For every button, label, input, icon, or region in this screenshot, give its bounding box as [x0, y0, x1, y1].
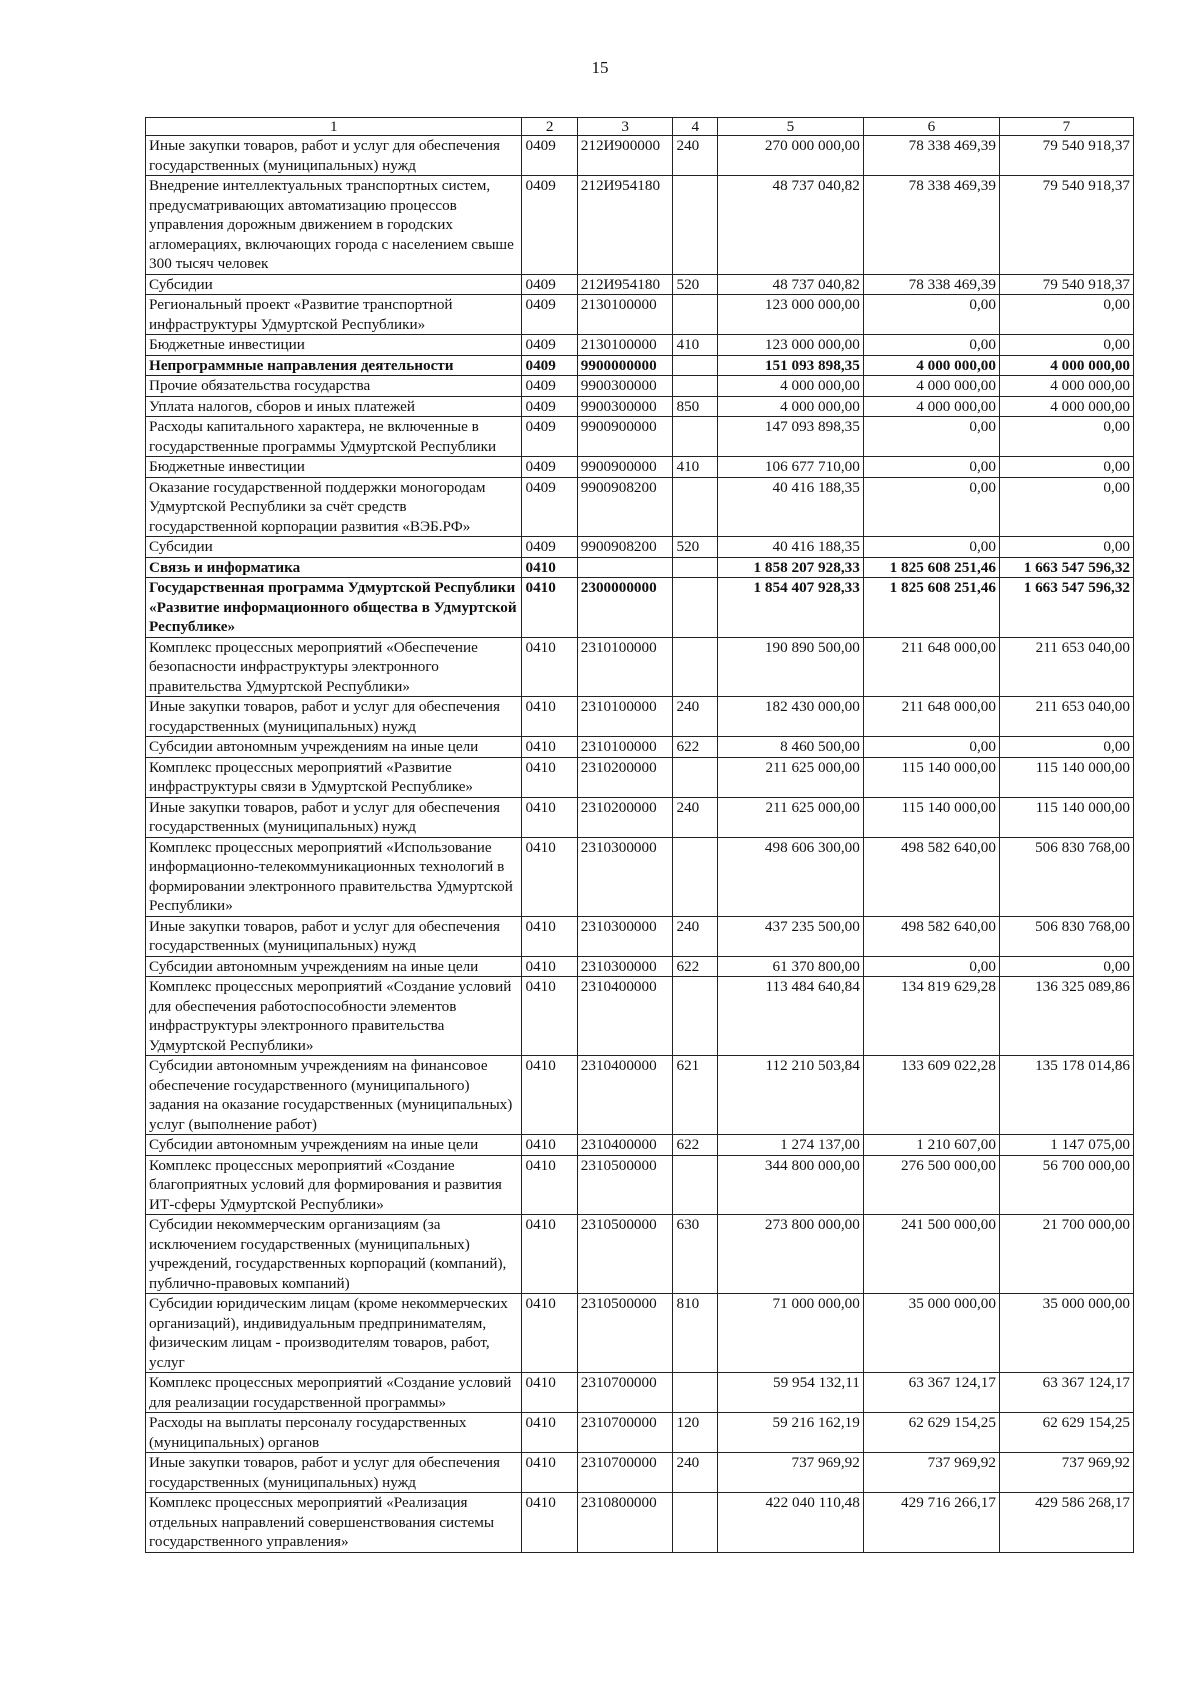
amount-col-5: 1 858 207 928,33 — [718, 557, 864, 578]
expense-type-code — [673, 578, 718, 638]
amount-col-6: 0,00 — [863, 295, 999, 335]
target-article-code: 2310500000 — [577, 1294, 673, 1373]
table-row — [146, 1294, 1134, 1373]
target-article-code: 9900000000 — [577, 355, 673, 376]
amount-col-5: 40 416 188,35 — [718, 537, 864, 558]
target-article-code: 2310800000 — [577, 1493, 673, 1553]
table-row — [146, 295, 1134, 335]
expense-type-code — [673, 1493, 718, 1553]
section-code: 0409 — [522, 457, 577, 478]
section-code: 0409 — [522, 176, 577, 275]
expense-type-code — [673, 376, 718, 397]
amount-col-7: 115 140 000,00 — [999, 757, 1133, 797]
table-body — [146, 136, 1134, 1553]
table-row — [146, 396, 1134, 417]
expense-name: Внедрение интеллектуальных транспортных систем, предусматривающих автоматизацию процессов управления дорожным движением в городских агломерациях, включающих города с населением свыше 300 тысяч человек — [146, 176, 522, 275]
section-code: 0410 — [522, 916, 577, 956]
amount-col-7: 1 663 547 596,32 — [999, 557, 1133, 578]
expense-name: Комплекс процессных мероприятий «Реализация отдельных направлений совершенствования системы государственного управления» — [146, 1493, 522, 1553]
amount-col-6: 429 716 266,17 — [863, 1493, 999, 1553]
page-number: 15 — [591, 58, 609, 77]
expense-type-code — [673, 837, 718, 916]
amount-col-6: 211 648 000,00 — [863, 697, 999, 737]
header-col-2: 2 — [522, 118, 577, 136]
expense-type-code — [673, 557, 718, 578]
table-row — [146, 797, 1134, 837]
table-row — [146, 757, 1134, 797]
amount-col-6: 241 500 000,00 — [863, 1215, 999, 1294]
table-header — [146, 118, 1134, 136]
table-row — [146, 335, 1134, 356]
amount-col-6: 4 000 000,00 — [863, 376, 999, 397]
section-code: 0410 — [522, 637, 577, 697]
amount-col-7: 0,00 — [999, 537, 1133, 558]
amount-col-7: 4 000 000,00 — [999, 355, 1133, 376]
amount-col-7: 63 367 124,17 — [999, 1373, 1133, 1413]
section-code: 0410 — [522, 1056, 577, 1135]
target-article-code: 9900908200 — [577, 537, 673, 558]
amount-col-5: 4 000 000,00 — [718, 396, 864, 417]
expense-type-code: 240 — [673, 916, 718, 956]
amount-col-7: 79 540 918,37 — [999, 274, 1133, 295]
target-article-code: 2310100000 — [577, 637, 673, 697]
expense-name: Субсидии — [146, 274, 522, 295]
amount-col-7: 1 147 075,00 — [999, 1135, 1133, 1156]
amount-col-6: 4 000 000,00 — [863, 396, 999, 417]
target-article-code: 2310300000 — [577, 956, 673, 977]
header-col-4: 4 — [673, 118, 718, 136]
amount-col-6: 0,00 — [863, 737, 999, 758]
amount-col-5: 190 890 500,00 — [718, 637, 864, 697]
section-code: 0410 — [522, 1294, 577, 1373]
table-row — [146, 355, 1134, 376]
amount-col-7: 62 629 154,25 — [999, 1413, 1133, 1453]
expense-type-code — [673, 477, 718, 537]
amount-col-6: 62 629 154,25 — [863, 1413, 999, 1453]
table-row — [146, 977, 1134, 1056]
amount-col-5: 123 000 000,00 — [718, 335, 864, 356]
expense-name: Субсидии автономным учреждениям на иные цели — [146, 737, 522, 758]
amount-col-7: 506 830 768,00 — [999, 916, 1133, 956]
expense-name: Государственная программа Удмуртской Республики «Развитие информационного общества в Удмуртской Республике» — [146, 578, 522, 638]
target-article-code: 212И954180 — [577, 176, 673, 275]
amount-col-6: 211 648 000,00 — [863, 637, 999, 697]
amount-col-5: 437 235 500,00 — [718, 916, 864, 956]
target-article-code: 212И954180 — [577, 274, 673, 295]
expense-type-code: 622 — [673, 737, 718, 758]
target-article-code — [577, 557, 673, 578]
expense-name: Связь и информатика — [146, 557, 522, 578]
target-article-code: 2310500000 — [577, 1215, 673, 1294]
target-article-code: 2310400000 — [577, 1056, 673, 1135]
amount-col-7: 79 540 918,37 — [999, 136, 1133, 176]
target-article-code: 2310700000 — [577, 1413, 673, 1453]
amount-col-6: 134 819 629,28 — [863, 977, 999, 1056]
amount-col-7: 429 586 268,17 — [999, 1493, 1133, 1553]
target-article-code: 2310400000 — [577, 977, 673, 1056]
amount-col-5: 1 854 407 928,33 — [718, 578, 864, 638]
expense-name: Иные закупки товаров, работ и услуг для обеспечения государственных (муниципальных) нужд — [146, 916, 522, 956]
target-article-code: 2310300000 — [577, 916, 673, 956]
amount-col-5: 151 093 898,35 — [718, 355, 864, 376]
target-article-code: 9900900000 — [577, 417, 673, 457]
table-row — [146, 637, 1134, 697]
section-code: 0410 — [522, 956, 577, 977]
expense-name: Бюджетные инвестиции — [146, 457, 522, 478]
amount-col-5: 106 677 710,00 — [718, 457, 864, 478]
expense-type-code: 520 — [673, 274, 718, 295]
amount-col-7: 115 140 000,00 — [999, 797, 1133, 837]
amount-col-6: 78 338 469,39 — [863, 274, 999, 295]
amount-col-5: 113 484 640,84 — [718, 977, 864, 1056]
amount-col-5: 112 210 503,84 — [718, 1056, 864, 1135]
expense-type-code: 810 — [673, 1294, 718, 1373]
expense-name: Комплекс процессных мероприятий «Использование информационно-телекоммуникационных технологий в формировании электронного правительства Удмуртской Республики» — [146, 837, 522, 916]
section-code: 0410 — [522, 1373, 577, 1413]
amount-col-6: 737 969,92 — [863, 1453, 999, 1493]
header-col-7: 7 — [999, 118, 1133, 136]
amount-col-5: 4 000 000,00 — [718, 376, 864, 397]
target-article-code: 2130100000 — [577, 295, 673, 335]
table-row — [146, 916, 1134, 956]
table-row — [146, 1135, 1134, 1156]
table-row — [146, 417, 1134, 457]
table-row — [146, 477, 1134, 537]
expense-type-code: 240 — [673, 136, 718, 176]
table-row — [146, 557, 1134, 578]
amount-col-7: 0,00 — [999, 737, 1133, 758]
amount-col-5: 270 000 000,00 — [718, 136, 864, 176]
section-code: 0410 — [522, 797, 577, 837]
header-col-6: 6 — [863, 118, 999, 136]
section-code: 0409 — [522, 537, 577, 558]
expense-type-code — [673, 977, 718, 1056]
amount-col-7: 0,00 — [999, 956, 1133, 977]
amount-col-7: 136 325 089,86 — [999, 977, 1133, 1056]
expense-type-code: 621 — [673, 1056, 718, 1135]
amount-col-7: 0,00 — [999, 335, 1133, 356]
table-row — [146, 737, 1134, 758]
expense-type-code: 240 — [673, 1453, 718, 1493]
section-code: 0410 — [522, 1413, 577, 1453]
section-code: 0409 — [522, 417, 577, 457]
expense-type-code — [673, 757, 718, 797]
amount-col-5: 737 969,92 — [718, 1453, 864, 1493]
expense-type-code — [673, 176, 718, 275]
table-row — [146, 1056, 1134, 1135]
expense-type-code — [673, 417, 718, 457]
amount-col-5: 422 040 110,48 — [718, 1493, 864, 1553]
amount-col-6: 498 582 640,00 — [863, 837, 999, 916]
expense-name: Иные закупки товаров, работ и услуг для обеспечения государственных (муниципальных) нужд — [146, 1453, 522, 1493]
section-code: 0410 — [522, 977, 577, 1056]
table-row — [146, 1453, 1134, 1493]
section-code: 0409 — [522, 477, 577, 537]
expense-name: Оказание государственной поддержки моногородам Удмуртской Республики за счёт средств государственной корпорации развития «ВЭБ.РФ» — [146, 477, 522, 537]
table-row — [146, 537, 1134, 558]
expense-name: Уплата налогов, сборов и иных платежей — [146, 396, 522, 417]
header-col-3: 3 — [577, 118, 673, 136]
expense-name: Расходы на выплаты персоналу государственных (муниципальных) органов — [146, 1413, 522, 1453]
section-code: 0410 — [522, 578, 577, 638]
table-row — [146, 1373, 1134, 1413]
amount-col-7: 21 700 000,00 — [999, 1215, 1133, 1294]
expense-name: Комплекс процессных мероприятий «Развитие инфраструктуры связи в Удмуртской Республике» — [146, 757, 522, 797]
amount-col-5: 40 416 188,35 — [718, 477, 864, 537]
amount-col-5: 147 093 898,35 — [718, 417, 864, 457]
amount-col-5: 48 737 040,82 — [718, 176, 864, 275]
amount-col-5: 182 430 000,00 — [718, 697, 864, 737]
table-row — [146, 1413, 1134, 1453]
amount-col-5: 1 274 137,00 — [718, 1135, 864, 1156]
budget-table — [145, 117, 1134, 1553]
amount-col-5: 123 000 000,00 — [718, 295, 864, 335]
amount-col-7: 4 000 000,00 — [999, 376, 1133, 397]
amount-col-7: 4 000 000,00 — [999, 396, 1133, 417]
expense-name: Иные закупки товаров, работ и услуг для обеспечения государственных (муниципальных) нужд — [146, 136, 522, 176]
expense-type-code — [673, 295, 718, 335]
amount-col-5: 48 737 040,82 — [718, 274, 864, 295]
amount-col-6: 78 338 469,39 — [863, 136, 999, 176]
section-code: 0410 — [522, 1215, 577, 1294]
amount-col-7: 506 830 768,00 — [999, 837, 1133, 916]
table-row — [146, 697, 1134, 737]
section-code: 0410 — [522, 737, 577, 758]
expense-name: Расходы капитального характера, не включенные в государственные программы Удмуртской Республики — [146, 417, 522, 457]
section-code: 0410 — [522, 1493, 577, 1553]
amount-col-6: 4 000 000,00 — [863, 355, 999, 376]
amount-col-7: 211 653 040,00 — [999, 697, 1133, 737]
amount-col-7: 211 653 040,00 — [999, 637, 1133, 697]
section-code: 0410 — [522, 557, 577, 578]
target-article-code: 2310300000 — [577, 837, 673, 916]
amount-col-5: 211 625 000,00 — [718, 797, 864, 837]
expense-type-code: 120 — [673, 1413, 718, 1453]
section-code: 0410 — [522, 837, 577, 916]
table-row — [146, 274, 1134, 295]
amount-col-7: 56 700 000,00 — [999, 1155, 1133, 1215]
section-code: 0409 — [522, 376, 577, 397]
expense-type-code — [673, 1373, 718, 1413]
amount-col-6: 115 140 000,00 — [863, 797, 999, 837]
target-article-code: 2310200000 — [577, 797, 673, 837]
amount-col-7: 35 000 000,00 — [999, 1294, 1133, 1373]
section-code: 0410 — [522, 1155, 577, 1215]
target-article-code: 2300000000 — [577, 578, 673, 638]
table-row — [146, 1493, 1134, 1553]
expense-name: Комплекс процессных мероприятий «Обеспечение безопасности инфраструктуры электронного правительства Удмуртской Республики» — [146, 637, 522, 697]
target-article-code: 2310700000 — [577, 1453, 673, 1493]
amount-col-5: 59 954 132,11 — [718, 1373, 864, 1413]
amount-col-5: 344 800 000,00 — [718, 1155, 864, 1215]
table-row — [146, 457, 1134, 478]
expense-type-code: 622 — [673, 1135, 718, 1156]
expense-type-code: 630 — [673, 1215, 718, 1294]
target-article-code: 2310200000 — [577, 757, 673, 797]
target-article-code: 2310400000 — [577, 1135, 673, 1156]
expense-name: Субсидии некоммерческим организациям (за исключением государственных (муниципальных) учреждений, государственных корпораций (компаний), публично-правовых компаний) — [146, 1215, 522, 1294]
expense-name: Иные закупки товаров, работ и услуг для обеспечения государственных (муниципальных) нужд — [146, 797, 522, 837]
amount-col-7: 0,00 — [999, 417, 1133, 457]
amount-col-5: 273 800 000,00 — [718, 1215, 864, 1294]
amount-col-5: 211 625 000,00 — [718, 757, 864, 797]
expense-type-code: 240 — [673, 697, 718, 737]
expense-name: Бюджетные инвестиции — [146, 335, 522, 356]
amount-col-6: 115 140 000,00 — [863, 757, 999, 797]
amount-col-6: 0,00 — [863, 335, 999, 356]
expense-type-code: 622 — [673, 956, 718, 977]
amount-col-6: 78 338 469,39 — [863, 176, 999, 275]
header-col-5: 5 — [718, 118, 864, 136]
expense-name: Субсидии — [146, 537, 522, 558]
target-article-code: 2310100000 — [577, 697, 673, 737]
amount-col-7: 737 969,92 — [999, 1453, 1133, 1493]
expense-type-code: 850 — [673, 396, 718, 417]
amount-col-7: 0,00 — [999, 295, 1133, 335]
header-row — [146, 118, 1134, 136]
expense-name: Субсидии юридическим лицам (кроме некоммерческих организаций), индивидуальным предпринимателям, физическим лицам - производителям товаров, работ, услуг — [146, 1294, 522, 1373]
amount-col-5: 71 000 000,00 — [718, 1294, 864, 1373]
amount-col-7: 1 663 547 596,32 — [999, 578, 1133, 638]
table-row — [146, 956, 1134, 977]
target-article-code: 2310500000 — [577, 1155, 673, 1215]
expense-type-code: 410 — [673, 335, 718, 356]
section-code: 0409 — [522, 396, 577, 417]
header-col-1: 1 — [146, 118, 522, 136]
table-row — [146, 136, 1134, 176]
target-article-code: 9900908200 — [577, 477, 673, 537]
target-article-code: 2310100000 — [577, 737, 673, 758]
expense-type-code — [673, 637, 718, 697]
table-row — [146, 578, 1134, 638]
amount-col-6: 63 367 124,17 — [863, 1373, 999, 1413]
table-row — [146, 176, 1134, 275]
amount-col-6: 0,00 — [863, 457, 999, 478]
section-code: 0409 — [522, 335, 577, 356]
expense-name: Непрограммные направления деятельности — [146, 355, 522, 376]
amount-col-7: 0,00 — [999, 477, 1133, 537]
section-code: 0409 — [522, 355, 577, 376]
amount-col-6: 133 609 022,28 — [863, 1056, 999, 1135]
expense-type-code: 410 — [673, 457, 718, 478]
expense-type-code: 240 — [673, 797, 718, 837]
amount-col-7: 135 178 014,86 — [999, 1056, 1133, 1135]
expense-name: Прочие обязательства государства — [146, 376, 522, 397]
expense-type-code — [673, 355, 718, 376]
table-row — [146, 376, 1134, 397]
amount-col-5: 8 460 500,00 — [718, 737, 864, 758]
expense-type-code: 520 — [673, 537, 718, 558]
amount-col-7: 0,00 — [999, 457, 1133, 478]
amount-col-6: 276 500 000,00 — [863, 1155, 999, 1215]
amount-col-6: 498 582 640,00 — [863, 916, 999, 956]
amount-col-5: 61 370 800,00 — [718, 956, 864, 977]
table-row — [146, 1155, 1134, 1215]
amount-col-7: 79 540 918,37 — [999, 176, 1133, 275]
expense-name: Субсидии автономным учреждениям на иные цели — [146, 956, 522, 977]
section-code: 0409 — [522, 136, 577, 176]
target-article-code: 9900300000 — [577, 396, 673, 417]
expense-type-code — [673, 1155, 718, 1215]
table-row — [146, 1215, 1134, 1294]
section-code: 0410 — [522, 697, 577, 737]
amount-col-6: 0,00 — [863, 537, 999, 558]
target-article-code: 2130100000 — [577, 335, 673, 356]
section-code: 0410 — [522, 1135, 577, 1156]
amount-col-5: 59 216 162,19 — [718, 1413, 864, 1453]
amount-col-6: 1 825 608 251,46 — [863, 578, 999, 638]
target-article-code: 2310700000 — [577, 1373, 673, 1413]
section-code: 0410 — [522, 757, 577, 797]
amount-col-6: 35 000 000,00 — [863, 1294, 999, 1373]
amount-col-6: 0,00 — [863, 477, 999, 537]
expense-name: Иные закупки товаров, работ и услуг для обеспечения государственных (муниципальных) нужд — [146, 697, 522, 737]
target-article-code: 9900300000 — [577, 376, 673, 397]
expense-name: Комплекс процессных мероприятий «Создание условий для реализации государственной программы» — [146, 1373, 522, 1413]
table-row — [146, 837, 1134, 916]
amount-col-6: 0,00 — [863, 417, 999, 457]
expense-name: Субсидии автономным учреждениям на финансовое обеспечение государственного (муниципального) задания на оказание государственных (муниципальных) услуг (выполнение работ) — [146, 1056, 522, 1135]
expense-name: Комплекс процессных мероприятий «Создание условий для обеспечения работоспособности элементов инфраструктуры электронного правительства Удмуртской Республики» — [146, 977, 522, 1056]
target-article-code: 9900900000 — [577, 457, 673, 478]
section-code: 0409 — [522, 274, 577, 295]
amount-col-6: 0,00 — [863, 956, 999, 977]
amount-col-6: 1 825 608 251,46 — [863, 557, 999, 578]
amount-col-6: 1 210 607,00 — [863, 1135, 999, 1156]
expense-name: Субсидии автономным учреждениям на иные цели — [146, 1135, 522, 1156]
expense-name: Комплекс процессных мероприятий «Создание благоприятных условий для формирования и развития ИТ-сферы Удмуртской Республики» — [146, 1155, 522, 1215]
section-code: 0410 — [522, 1453, 577, 1493]
section-code: 0409 — [522, 295, 577, 335]
expense-name: Региональный проект «Развитие транспортной инфраструктуры Удмуртской Республики» — [146, 295, 522, 335]
target-article-code: 212И900000 — [577, 136, 673, 176]
amount-col-5: 498 606 300,00 — [718, 837, 864, 916]
